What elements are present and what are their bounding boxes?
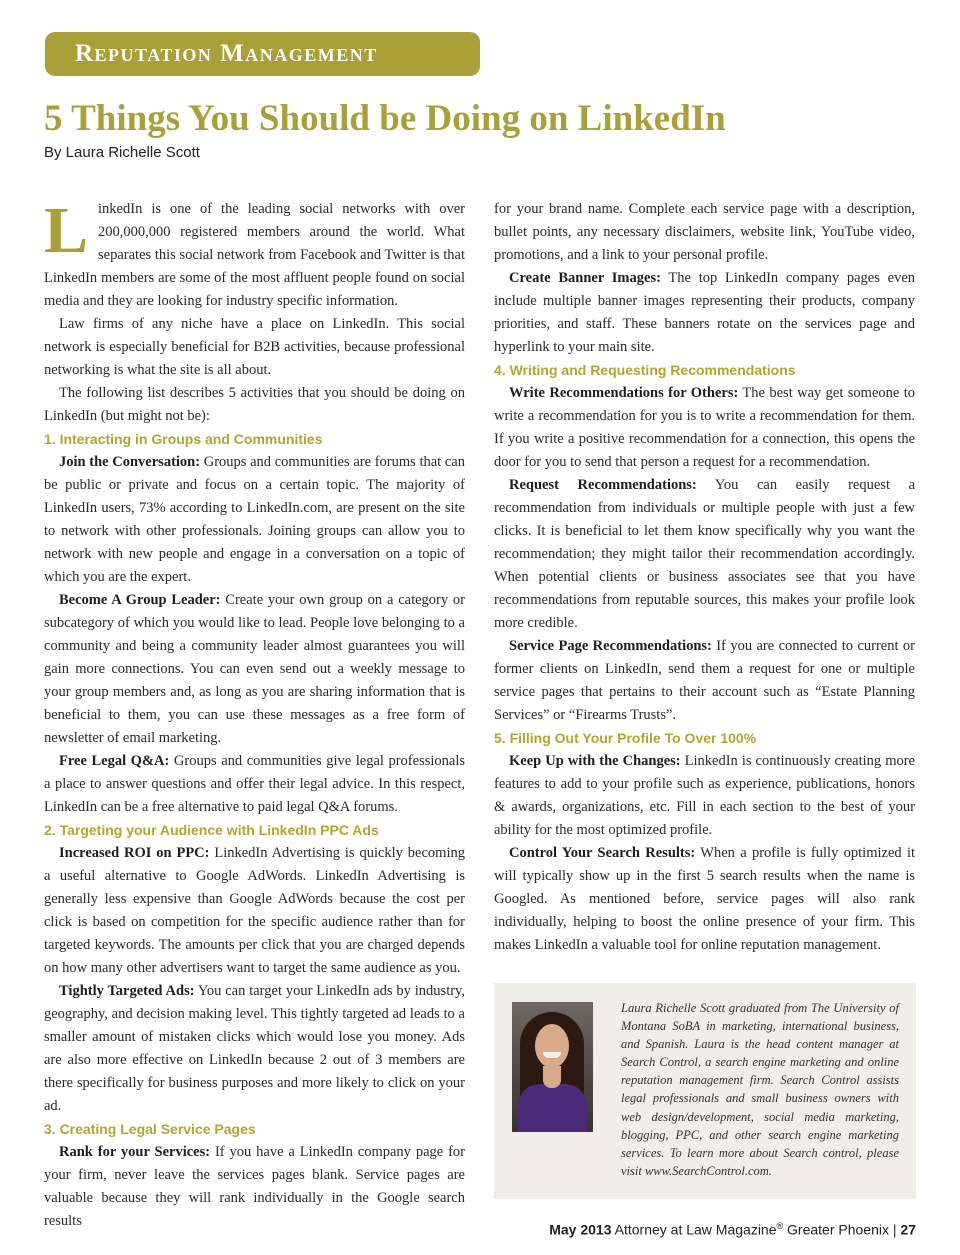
intro-paragraph: LinkedIn is one of the leading social networks with over 200,000,000 registered members around the world. What separates this social network from Facebook and Twitter is that LinkedIn members are some of the most affluent people found on social media and they are looking for industry specific information. [44, 194, 465, 309]
page-number: 27 [900, 1221, 916, 1238]
paragraph: Free Legal Q&A: Groups and communities give legal professionals a place to answer questions and offer their legal advice. In this respect, LinkedIn can be a free alternative to paid legal Q&A forums. [44, 753, 465, 815]
section-heading-1: 1. Interacting in Groups and Communities [44, 431, 323, 447]
byline: By Laura Richelle Scott [44, 144, 200, 161]
paragraph: for your brand name. Complete each service page with a description, bullet points, any necessary disclaimers, website link, YouTube video, promotions, and a link to your personal profile. [494, 201, 915, 263]
paragraph: Request Recommendations: You can easily request a recommendation from individuals or multiple people with just a few clicks. It is beneficial to let them know specifically why you want the recommendation; they might tailor their recommendation accordingly. When potential clients or business associates see that you have recommendations from reputable sources, this makes your profile look more credible. [494, 477, 916, 631]
article-title: 5 Things You Should be Doing on LinkedIn [44, 98, 726, 139]
paragraph: Join the Conversation: Groups and communities are forums that can be public or private and focus on a certain topic. The majority of LinkedIn users, 73% according to LinkedIn.com, are present on the site to network with other professionals. Joining groups can allow you to network with new people and engage in a conversation on a topic of which you are the expert. [44, 454, 465, 585]
paragraph: Become A Group Leader: Create your own group on a category or subcategory of which you would like to lead. People love belonging to a community and being a community leader almost guarantees you will gain more connections. You can even send out a weekly message to your group members and, as long as you are sharing information that is beneficial to them, you can use these messages as a free form of newsletter of email marketing. [44, 592, 465, 746]
paragraph: Law firms of any niche have a place on LinkedIn. This social network is especially beneficial for B2B activities, because professional networking is what the site is all about. [44, 316, 465, 378]
section-heading-3: 3. Creating Legal Service Pages [44, 1121, 256, 1137]
footer-magazine: Attorney at Law Magazine [614, 1221, 777, 1238]
paragraph: Tightly Targeted Ads: You can target your LinkedIn ads by industry, geography, and decision making level. This tightly targeted ad leads to a smaller amount of mistaken clicks which would lose you money. Ads are also more effective on LinkedIn because 2 out of 3 members are there specifically for business purposes and more likely to click on your ad. [44, 983, 465, 1114]
page-footer [549, 1221, 916, 1238]
author-bio-box [494, 983, 916, 1199]
author-photo [512, 1002, 593, 1132]
left-column [44, 194, 465, 1233]
section-heading-4: 4. Writing and Requesting Recommendations [494, 362, 796, 378]
paragraph: Keep Up with the Changes: LinkedIn is continuously creating more features to add to your profile such as experience, publications, honors & awards, organizations, etc. Fill in each section to the best of your ability for the most optimized profile. [494, 753, 915, 838]
author-bio-text: Laura Richelle Scott graduated from The University of Montana SoBA in marketing, international business, and Spanish. Laura is the head content manager at Search Control, a search engine marketing and online reputation management firm. Search Control assists legal professionals and small business owners with web design/development, social media marketing, blogging, PPC, and other search engine marketing services. To learn more about Search control, please visit www.SearchControl.com. [621, 1001, 899, 1178]
section-banner [45, 32, 480, 76]
footer-edition: Greater Phoenix [787, 1221, 889, 1238]
paragraph: Write Recommendations for Others: The best way get someone to write a recommendation for you is to write a recommendation for them. If you write a positive recommendation for a connection, this opens the door for you to send that person a request for a recommendation. [494, 385, 915, 470]
paragraph: Increased ROI on PPC: LinkedIn Advertising is quickly becoming a useful alternative to Google AdWords. LinkedIn Advertising is generally less expensive than Google AdWords because the cost per click is based on competition for the specific audience rather than for targeted keywords. The amounts per click that you are charged depends on how many other advertisers want to target the same audience as you. [44, 845, 465, 976]
footer-date: May 2013 [549, 1221, 612, 1238]
section-heading-5: 5. Filling Out Your Profile To Over 100% [494, 730, 757, 746]
section-banner-label: Reputation Management [75, 40, 378, 67]
right-column [494, 198, 915, 957]
footer-separator: | [892, 1221, 897, 1238]
paragraph: The following list describes 5 activities that you should be doing on LinkedIn (but might not be): [44, 385, 465, 424]
paragraph: Rank for your Services: If you have a LinkedIn company page for your firm, never leave the services pages blank. Service pages are valuable because they will rank individually in the Google search results [44, 1144, 465, 1229]
paragraph: Create Banner Images: The top LinkedIn company pages even include multiple banner images representing their products, company priorities, and staff. These banners rotate on the services page and hyperlink to your main site. [494, 270, 915, 355]
paragraph: Service Page Recommendations: If you are connected to current or former clients on LinkedIn, send them a request for one or multiple service pages that pertains to their account such as “Estate Planning Services” or “Firearms Trusts”. [494, 638, 915, 723]
drop-cap: L [44, 194, 89, 267]
paragraph: Control Your Search Results: When a profile is fully optimized it will typically show up in the first 5 search results when the name is Googled. As mentioned before, service pages will also rank individually, helping to boost the online presence of your firm. This makes LinkedIn a valuable tool for online reputation management. [494, 845, 916, 953]
footer-registered-mark: ® [776, 1221, 784, 1231]
section-heading-2: 2. Targeting your Audience with LinkedIn PPC Ads [44, 822, 379, 838]
